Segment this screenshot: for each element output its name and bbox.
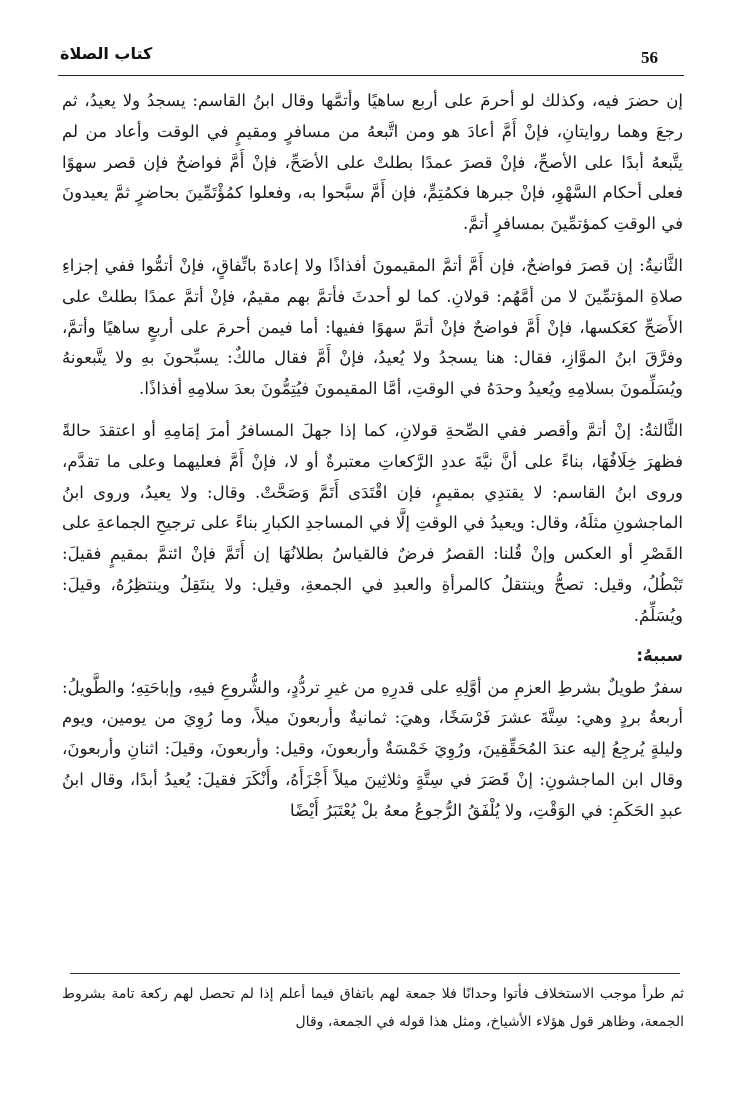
footnote-text: ثم طرأ موجب الاستخلاف فأتوا وحدانًا فلا جمعة لهم باتفاق فيما أعلم إذا لم تحصل لهم ركعة تامة بشروط الجمعة، وظاهر قول هؤلاء الأشياخ، ومثل هذا قوله في الجمعة، وقال [62,986,684,1030]
running-title: كتاب الصلاة [60,44,153,63]
page-number: 56 [641,48,658,67]
paragraph-section: سفرٌ طويلٌ بشرطِ العزمِ من أوَّلِهِ على قدرِهِ من غيرِ تردُّدٍ، والشُّروعِ فيهِ، وإباحَتِهِ؛ والطَّويلُ: أربعةُ بردٍ وهي: سِتَّةَ عشرَ فَرْسَخًا، وهيَ: ثمانيةٌ وأربعونَ ميلاً، وما رُوِيَ من يومين، ويوم وليلةٍ يُرجِعُ إليه عندَ المُحَقِّقِينَ، ورُوِيَ خَمْسَةٌ وأربعونَ، وقيل: وأربعونَ، وقيلَ: اثنانِ وأربعونَ، وقال ابن الماجشونِ: إنْ قَصَرَ في سِتَّةٍ وثلاثِينَ ميلاً أَجْزَأَهُ، وأَنْكَرَ فقيلَ: يُعيدُ أبدًا، وقال ابنُ عبدِ الحَكَمِ: في الوَقْتِ، ولا يُلْفَقُ الرُّجوعُ معهُ بلْ يُعْتَبَرُ أَيْضًا [62,677,683,820]
page-header [58,44,684,74]
footnote-divider [70,973,680,974]
paragraph-third-case: الثَّالثةُ: إنْ أتمَّ وأقصر ففي الصِّحةِ قولانِ، كما إذا جهلَ المسافرُ أمرَ إمَامِهِ أو اعتقدَ حالةً فظهرَ خِلَافُهَا، بناءً على أنَّ نيَّةَ عددِ الرَّكعاتِ معتبرةٌ أو لا، فإنْ أَمَّ فعليهما وعلى ما تقدَّم، وروى ابنُ القاسم: لا يقتدِي بمقيمٍ، فإن اقْتَدَى أَتَمَّ وَصَحَّتْ. وقال: ولا يعيدُ، وروى ابنُ الماجشونِ مثلَهُ، وقال: ويعيدُ في الوقتِ إلَّا في المساجدِ الكبارِ بناءً على ترجيحِ الجماعةِ على القَصْرِ أو العكس وإنْ قُلنا: القصرُ فرضٌ فالقياسُ بطلانُهَا إن أَتَمَّ فإنْ ائتمَّ بمقيمٍ فقيلَ: تَبْطُلُ، وقيل: تصحُّ وينتقلُ كالمرأةِ والعبدِ في الجمعةِ، وقيل: ولا ينتَقِلُ وينتظِرُهُ، وقيلَ: ويُسَلِّمُ. [62,420,683,625]
main-text [62,86,683,827]
header-divider [58,75,684,76]
section-heading: سببهُ: [636,645,683,665]
paragraph-second-case: الثَّانيةُ: إن قصرَ فواضحٌ، فإن أَمَّ أتمَّ المقيمونَ أفذاذًا ولا إعادةَ باتِّفاقٍ، فإنْ أتمُّوا ففي إجزاءِ صلاةِ المؤتمِّينَ لا من أمَّهُم: قولانِ. كما لو أحدثَ فأتمَّ بهم مقيمٌ، فإنْ أتمَّ عمدًا بطلتْ على الأَصَحِّ كعَكسها، فإنْ أَمَّ فواضحٌ فإنْ أتمَّ سهوًا ففيها: أما فيمن أحرمَ على أربعٍ ساهيًا وأتمَّ، وفرَّقَ ابنُ الموَّازِ، فقال: هنا يسجدُ ولا يُعيدُ، فإنْ أَمَّ فقال مالكٌ: يسبِّحونَ بهِ ولا يتَّبعونهُ ويُسَلِّمونَ بسلامِهِ ويُعيدُ وحدَهُ في الوقتِ، أمَّا المقيمونَ فيُتِمُّونَ بعدَ سلامِهِ أفذاذًا. [62,255,683,399]
paragraph-first: إن حضرَ فيه، وكذلك لو أحرمَ على أربع ساهيًا وأتمَّها وقال ابنُ القاسم: يسجدُ ولا يعيدُ، ثم رجعَ وهما روايتانِ، فإنْ أَمَّ أعادَ هو ومن اتَّبعهُ من مسافرٍ ومقيمٍ في الوقت وأعاد من لم يتَّبعهُ أبدًا على الأصحِّ، فإنْ قصرَ عمدًا بطلتْ على الأصَحِّ، فإنْ أَمَّ فواضحٌ فإن قصر سهوًا فعلى أحكام السَّهْوِ، فإنْ جبرها فكمُتِمٍّ، فإن أَمَّ سبَّحوا به، وفعلوا كمُؤْتَمِّينَ بحاضرٍ ثمَّ يعيدونَ في الوقتِ كمؤتمِّينَ بمسافرٍ أتمَّ. [62,91,683,234]
